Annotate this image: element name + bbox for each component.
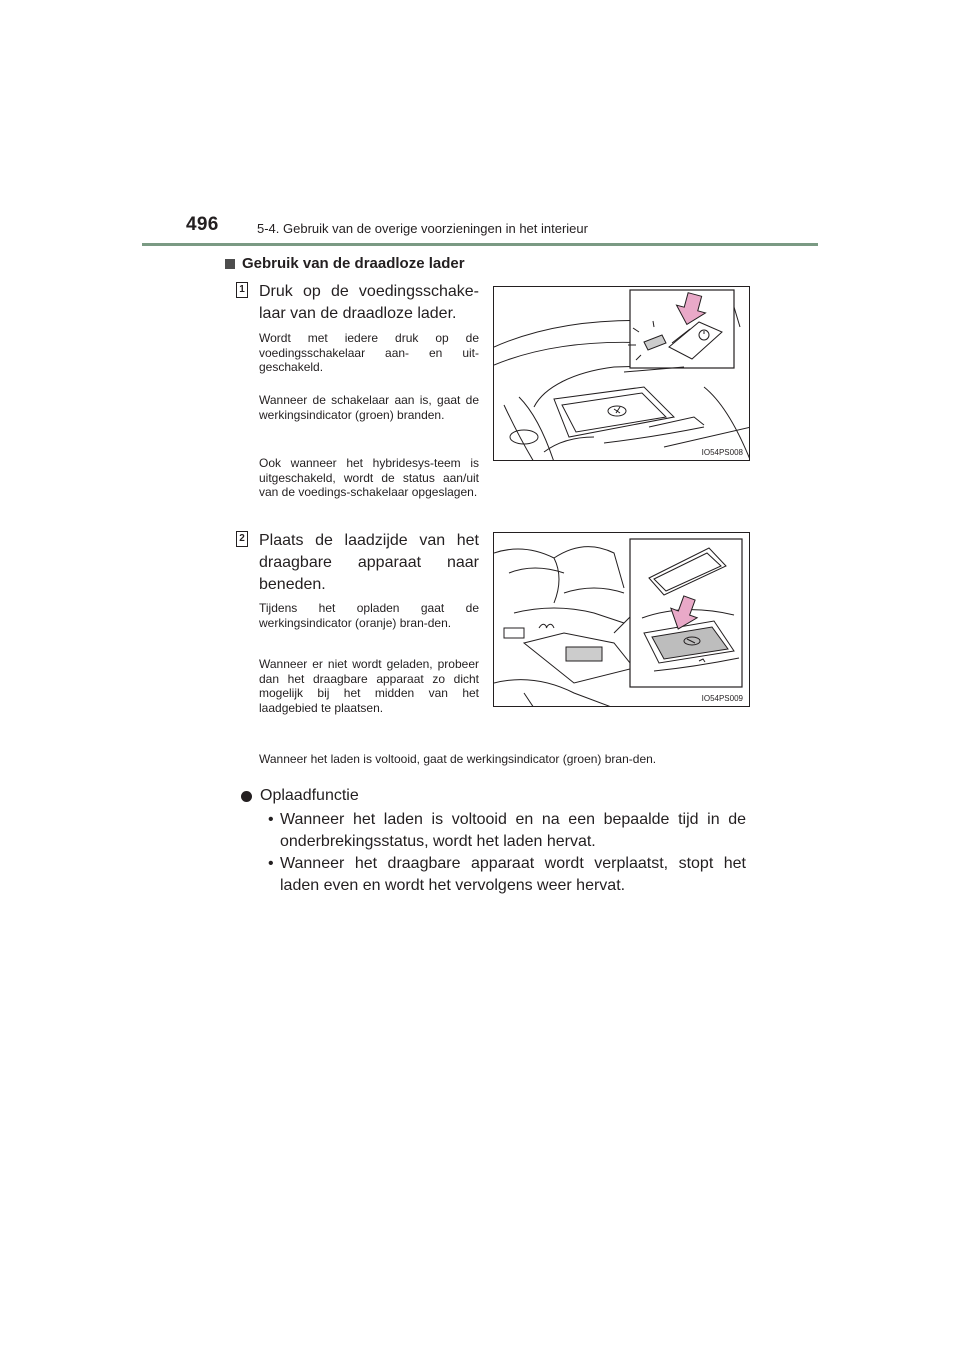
step2-note-1: Tijdens het opladen gaat de werkingsindicator (oranje) bran-den.: [259, 601, 479, 630]
section-title: 5-4. Gebruik van de overige voorzieningen in het interieur: [257, 221, 588, 236]
charge-function-item: • Wanneer het draagbare apparaat wordt verplaatst, stopt het laden even en wordt het vervolgens weer hervat.: [268, 855, 746, 894]
round-bullet-icon: [241, 791, 252, 802]
page-number: 496: [186, 214, 219, 235]
step-number-1: 1: [236, 282, 248, 298]
figure-code-1: IO54PS008: [701, 448, 743, 457]
section-heading: [225, 255, 465, 272]
charger-switch-illustration: [494, 287, 750, 461]
square-bullet-icon: [225, 259, 235, 269]
header-rule: [142, 243, 818, 246]
bullet-dot-icon: •: [268, 855, 274, 872]
step1-note-3: Ook wanneer het hybridesys-teem is uitgeschakeld, wordt de status aan/uit van de voedings-schakelaar opgeslagen.: [259, 456, 479, 499]
charge-function-item: • Wanneer het laden is voltooid en na een bepaalde tijd in de onderbrekingsstatus, wordt het laden hervat.: [268, 811, 746, 850]
phone-placement-illustration: [494, 533, 750, 707]
step1-instruction: Druk op de voedingsschake-laar van de draadloze lader.: [259, 283, 479, 322]
step-number-2: 2: [236, 531, 248, 547]
figure-code-2: IO54PS009: [701, 694, 743, 703]
step1-note-2: Wanneer de schakelaar aan is, gaat de werkingsindicator (groen) branden.: [259, 393, 479, 422]
step1-note-1: Wordt met iedere druk op de voedingsschakelaar aan- en uit-geschakeld.: [259, 331, 479, 374]
completion-note: Wanneer het laden is voltooid, gaat de werkingsindicator (groen) bran-den.: [259, 752, 657, 766]
step2-note-2: Wanneer er niet wordt geladen, probeer dan het draagbare apparaat zo dicht mogelijk bij het midden van het laadgebied te plaatsen.: [259, 657, 479, 715]
step2-instruction: Plaats de laadzijde van het draagbare apparaat naar beneden.: [259, 532, 479, 593]
heading-text: Gebruik van de draadloze lader: [242, 255, 465, 272]
figure-charger-switch: [493, 286, 750, 461]
charge-function-label: Oplaadfunctie: [260, 787, 359, 804]
charge-function-heading: [241, 787, 359, 805]
bullet-dot-icon: •: [268, 811, 274, 828]
figure-phone-placement: [493, 532, 750, 707]
